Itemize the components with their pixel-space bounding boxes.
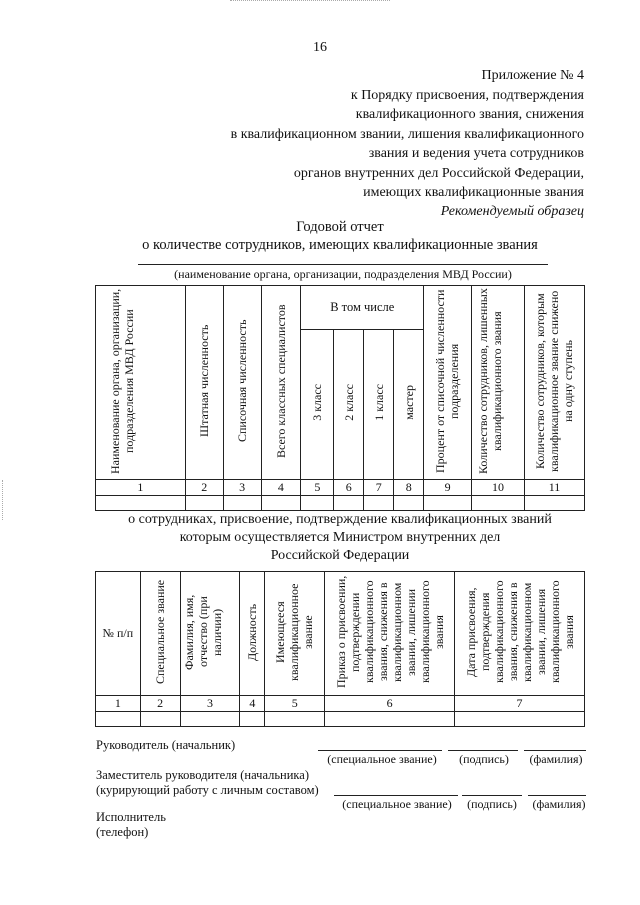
column-number: 6: [334, 480, 364, 496]
header-including: В том числе: [301, 286, 424, 330]
table-number-row: [96, 480, 585, 496]
deputy-sign-line[interactable]: [462, 795, 522, 796]
recommended-sample: Рекомендуемый образец: [440, 204, 584, 219]
column-number: 8: [394, 480, 424, 496]
head-sign-line[interactable]: [448, 750, 518, 751]
column-number: 4: [240, 696, 265, 712]
column-number: 9: [424, 480, 472, 496]
appendix-header: [164, 66, 584, 203]
table-cell[interactable]: [96, 712, 141, 727]
page-number: 16: [313, 40, 327, 55]
table-cell[interactable]: [240, 712, 265, 727]
table-row: [96, 712, 585, 727]
head-sign-caption: (подпись): [459, 752, 509, 766]
table-cell[interactable]: [180, 712, 240, 727]
header-num: № п/п: [96, 572, 141, 696]
table-cell[interactable]: [424, 496, 472, 511]
table-cell[interactable]: [261, 496, 301, 511]
section2-line: которым осуществляется Министром внутренних дел: [179, 530, 501, 545]
table-cell[interactable]: [301, 496, 334, 511]
org-name-line: [138, 264, 548, 265]
header-class3: 3 класс: [301, 330, 334, 480]
table-cell[interactable]: [455, 712, 585, 727]
column-number: 6: [325, 696, 455, 712]
report-subtitle: о количестве сотрудников, имеющих квалификационные звания: [142, 237, 538, 253]
header-fio: Фамилия, имя, отчество (при наличии): [180, 572, 240, 696]
header-percent: Процент от списочной численности подразделения: [424, 286, 472, 480]
deputy-label-2: (курирующий работу с личным составом): [96, 783, 319, 797]
table-cell[interactable]: [140, 712, 180, 727]
header-staff: Штатная численность: [185, 286, 223, 480]
table-cell[interactable]: [394, 496, 424, 511]
table-cell[interactable]: [525, 496, 585, 511]
header-class1: 1 класс: [364, 330, 394, 480]
header-org-name: Наименование органа, организации, подразделения МВД России: [96, 286, 186, 480]
table-cell[interactable]: [325, 712, 455, 727]
table-cell[interactable]: [96, 496, 186, 511]
header-total-class: Всего классных специалистов: [261, 286, 301, 480]
executor-label: Исполнитель: [96, 810, 166, 824]
header-lowered: Количество сотрудников, которым квалификационное звание снижено на одну ступень: [525, 286, 585, 480]
scan-artifact: [230, 0, 390, 4]
column-number: 7: [455, 696, 585, 712]
column-number: 3: [223, 480, 261, 496]
table-ministry-ranks: [95, 571, 585, 727]
table-cell[interactable]: [185, 496, 223, 511]
header-date: Дата присвоения, подтверждения квалификационного звания, снижения в квалификационном звании, лишения квалификационного звания: [455, 572, 585, 696]
table-cell[interactable]: [364, 496, 394, 511]
table-cell[interactable]: [334, 496, 364, 511]
table-cell[interactable]: [472, 496, 525, 511]
column-number: 7: [364, 480, 394, 496]
header-existing: Имеющееся квалификационное звание: [265, 572, 325, 696]
appendix-line: в квалификационном звании, лишения квалификационного: [230, 126, 584, 142]
column-number: 5: [301, 480, 334, 496]
table-number-row: [96, 696, 585, 712]
deputy-rank-line[interactable]: [334, 795, 458, 796]
deputy-name-line[interactable]: [528, 795, 586, 796]
appendix-line: органов внутренних дел Российской Федерации,: [293, 165, 584, 181]
header-listed: Списочная численность: [223, 286, 261, 480]
table-row: [96, 496, 585, 511]
column-number: 11: [525, 480, 585, 496]
table-cell[interactable]: [265, 712, 325, 727]
head-name-line[interactable]: [524, 750, 586, 751]
appendix-line: к Порядку присвоения, подтверждения: [350, 87, 584, 103]
head-rank-line[interactable]: [318, 750, 442, 751]
report-title: Годовой отчет: [296, 219, 384, 235]
head-name-caption: (фамилия): [529, 752, 583, 766]
deputy-label-1: Заместитель руководителя (начальника): [96, 768, 310, 782]
phone-label: (телефон): [96, 825, 149, 839]
column-number: 3: [180, 696, 240, 712]
header-special-rank: Специальное звание: [140, 572, 180, 696]
table-annual-report: [95, 285, 585, 511]
section2-line: Российской Федерации: [270, 548, 410, 563]
section2-line: о сотрудниках, присвоение, подтверждение квалификационных званий: [128, 512, 552, 527]
deputy-name-caption: (фамилия): [532, 797, 586, 811]
table-cell[interactable]: [223, 496, 261, 511]
head-rank-caption: (специальное звание): [327, 752, 437, 766]
deputy-sign-caption: (подпись): [467, 797, 517, 811]
header-class2: 2 класс: [334, 330, 364, 480]
column-number: 5: [265, 696, 325, 712]
column-number: 10: [472, 480, 525, 496]
column-number: 1: [96, 696, 141, 712]
header-master: мастер: [394, 330, 424, 480]
appendix-line: звания и ведения учета сотрудников: [368, 146, 584, 161]
org-caption: (наименование органа, организации, подразделения МВД России): [174, 267, 512, 281]
appendix-line: квалификационного звания, снижения: [355, 107, 584, 122]
column-number: 4: [261, 480, 301, 496]
header-order: Приказ о присвоении, подтверждении квалификационного звания, снижения в квалификационном звании, лишении квалификационного звания: [325, 572, 455, 696]
column-number: 2: [140, 696, 180, 712]
appendix-line: Приложение № 4: [481, 68, 584, 83]
section2-title: [0, 511, 640, 565]
column-number: 1: [96, 480, 186, 496]
head-label: Руководитель (начальник): [96, 738, 236, 752]
column-number: 2: [185, 480, 223, 496]
header-deprived: Количество сотрудников, лишенных квалификационного звания: [472, 286, 525, 480]
header-position: Должность: [240, 572, 265, 696]
appendix-line: имеющих квалификационные звания: [363, 185, 584, 200]
report-title-block: [0, 218, 640, 254]
deputy-rank-caption: (специальное звание): [342, 797, 452, 811]
